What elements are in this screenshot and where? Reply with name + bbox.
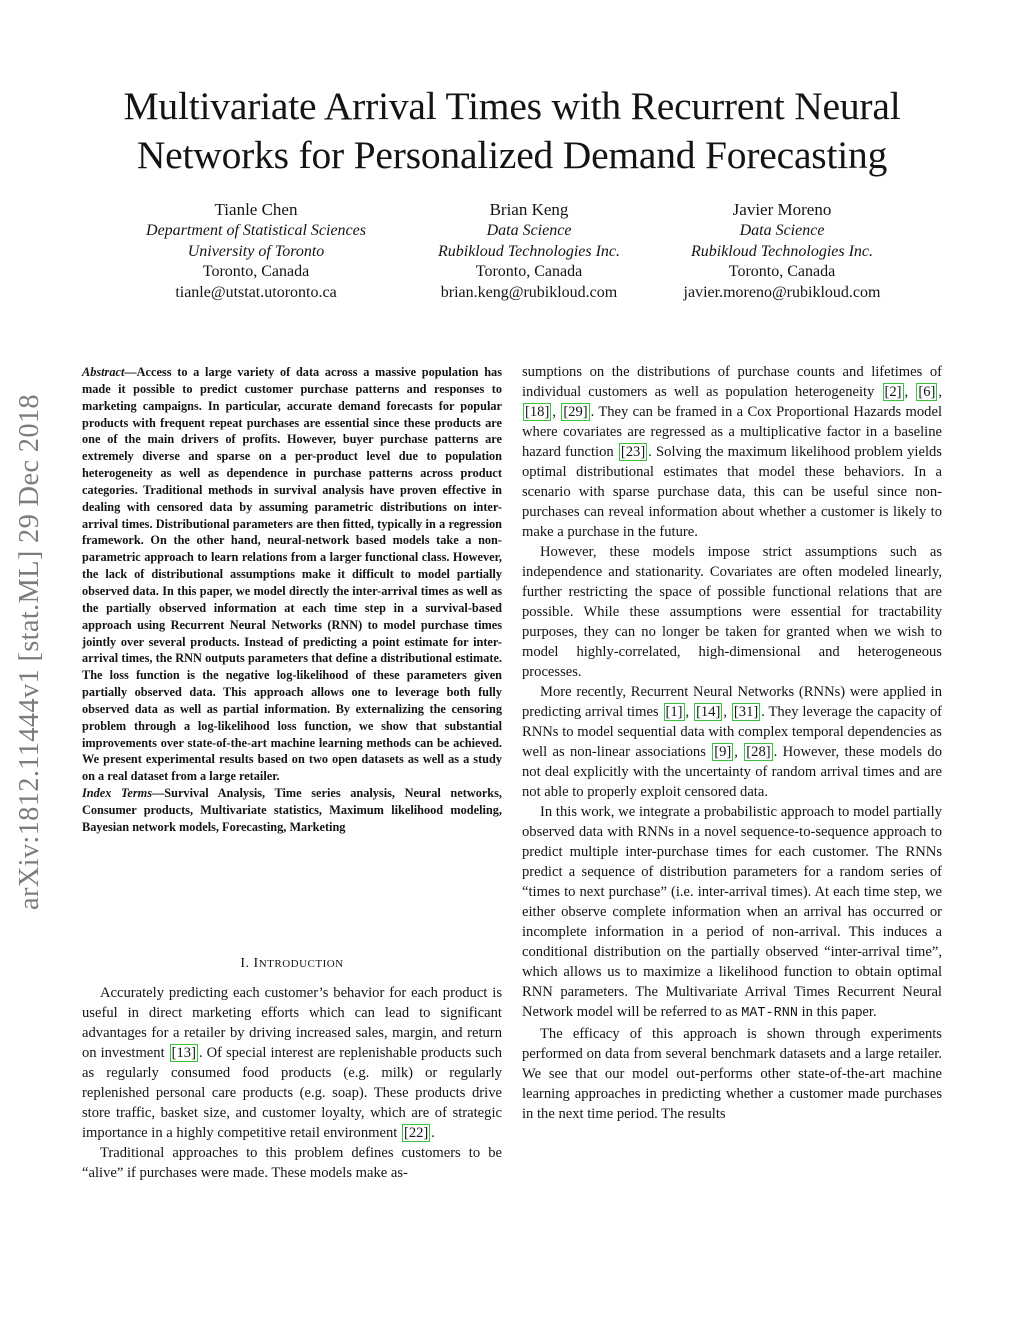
abstract-body: Access to a large variety of data across a massive population has made it possible to predict customer purchase patterns and responses to marketing campaigns. In particular, accurate demand forecasts for popular products with frequent repeat purchases are essential since these products are one of the main drivers of profits. However, buyer purchase patterns are extremely diverse and sparse on a per-product level due to population heterogeneity as well as dependence in purchase patterns across product categories. Traditional methods in survival analysis have proven effective in dealing with censored data by assuming parametric distributions on inter-arrival times. Distributional parameters are then fitted, typically in a regression framework. On the other hand, neural-network based models take a non-parametric approach to learn relations from a larger functional class. However, the lack of distributional assumptions make it difficult to model partially observed data. In this paper, we model directly the inter-arrival times as well as the partially observed information at each time step in a survival-based approach using Recurrent Neural Networks (RNN) to model purchase times jointly over several products. Instead of predicting a point estimate for inter-arrival times, the RNN outputs parameters that define a distributional estimate. The loss function is the negative log-likelihood of these parameters given partially observed data. This approach allows one to leverage both fully observed data as well as partial information. By externalizing the censoring problem through a log-likelihood loss function, we show that substantial improvements over state-of-the-art machine learning methods can be achieved. We present experimental results based on two open datasets as well as a study on a real dataset from a large retailer.: [82, 365, 502, 784]
arxiv-identifier: arXiv:1812.11444v1 [stat.ML] 29 Dec 2018: [14, 394, 45, 910]
author-block: [389, 200, 669, 304]
author-organization: Rubikloud Technologies Inc.: [690, 242, 874, 260]
author-email: brian.keng@rubikloud.com: [440, 284, 618, 302]
abstract-label: Abstract: [82, 365, 125, 379]
author-name: Tianle Chen: [214, 200, 298, 219]
paragraph: Traditional approaches to this problem defines customers to be “alive” if purchases were made. These models make as-: [82, 1145, 502, 1181]
paper-title: Multivariate Arrival Times with Recurrent Neural Networks for Personalized Demand Forecasting: [123, 84, 901, 177]
citation-link[interactable]: [23]: [620, 444, 646, 460]
citation-link[interactable]: [22]: [403, 1125, 429, 1141]
author-department: Data Science: [486, 221, 572, 239]
author-email: tianle@utstat.utoronto.ca: [175, 284, 337, 302]
model-name: MAT-RNN: [741, 1006, 798, 1021]
citation-link[interactable]: [1]: [665, 704, 683, 720]
author-organization: University of Toronto: [187, 242, 325, 260]
citation-link[interactable]: [18]: [525, 404, 550, 420]
author-block: [116, 200, 396, 304]
author-location: Toronto, Canada: [202, 263, 310, 281]
author-location: Toronto, Canada: [475, 263, 583, 281]
paragraph: Accurately predicting each customer’s behavior for each product is useful in direct marketing efforts which can lead to significant advantages for a retailer by driving increased sales, margin, and return on investment [13] . Of special interest are replenishable products such as regularly consumed food products (e.g. milk) or regularly replenished personal care products (e.g. soap). These products drive store traffic, basket size, and customer loyalty, which are of strategic importance in a highly competitive retail environment [22] .: [82, 985, 502, 1141]
citation-link[interactable]: [14]: [696, 704, 721, 720]
author-email: javier.moreno@rubikloud.com: [683, 284, 881, 302]
author-name: Brian Keng: [489, 200, 569, 219]
abstract: Abstract—Access to a large variety of data across a massive population has made it possible to predict customer purchase patterns and responses to marketing campaigns. In particular, accurate demand forecasts for popular products with frequent repeat purchases are essential since these products are one of the main drivers of profits. However, buyer purchase patterns are extremely diverse and sparse on a per-product level due to population heterogeneity as well as dependence in purchase patterns across product categories. Traditional methods in survival analysis have proven effective in dealing with censored data by assuming parametric distributions on inter-arrival times. Distributional parameters are then fitted, typically in a regression framework. On the other hand, neural-network based models take a non-parametric approach to learn relations from a larger functional class. However, the lack of distributional assumptions make it difficult to model partially observed data. In this paper, we model directly the inter-arrival times as well as the partially observed information at each time step in a survival-based approach using Recurrent Neural Networks (RNN) to model purchase times jointly over several products. Instead of predicting a point estimate for inter-arrival times, the RNN outputs parameters that define a distributional estimate. The loss function is the negative log-likelihood of these parameters given partially observed data. This approach allows one to leverage both fully observed data as well as partial information. By externalizing the censoring problem through a log-likelihood loss function, we show that substantial improvements over state-of-the-art machine learning methods can be achieved. We present experimental results based on two open datasets as well as a study on a real dataset from a large retailer. Index Terms—Survival Analysis, Time series analysis, Neural networks, Consumer products, Multivariate statistics, Maximum likelihood modeling, Bayesian network models, Forecasting, Marketing: [82, 365, 503, 834]
paragraph: In this work, we integrate a probabilistic approach to model partially observed data with RNNs in a novel sequence-to-sequence approach to predict multiple inter-purchase times for each customer. The RNNs predict a sequence of distribution parameters for a random series of “times to next purchase” (i.e. inter-arrival times). At each time step, we either observe complete information when an arrival has occurred or incomplete information in a period of non-arrival. This induces a conditional distribution on the partially observed “inter-arrival time”, which allows us to maximize a likelihood function to obtain optimal RNN parameters. The Multivariate Arrival Times Recurrent Neural Network model will be referred to as MAT-RNN in this paper.: [522, 804, 942, 1021]
author-name: Javier Moreno: [732, 200, 832, 219]
paragraph: However, these models impose strict assumptions such as independence and stationarity. Covariates are often modeled linearly, further restricting the space of possible functional relations that are possible. While these assumptions were essential for tractability purposes, they can no longer be taken for granted when we wish to model highly-correlated, high-dimensional and heterogeneous processes.: [522, 544, 942, 680]
intro-right-column: [522, 362, 942, 1124]
section-heading: I. INTRODUCTION: [240, 956, 344, 971]
citation-link[interactable]: [31]: [733, 704, 759, 720]
paragraph: The efficacy of this approach is shown through experiments performed on data from several benchmark datasets and a large retailer. We see that our model out-performs other state-of-the-art machine learning approaches in predicting whether a customer made purchases in the next time period. The results: [522, 1026, 942, 1122]
author-block: [638, 200, 926, 304]
citation-link[interactable]: [28]: [746, 744, 771, 760]
arxiv-sidebar: [2, 342, 58, 962]
index-terms-label: Index Terms: [82, 786, 152, 801]
paragraph: More recently, Recurrent Neural Networks (RNNs) were applied in predicting arrival times [1] , [14] , [31] . They leverage the capacity of RNNs to model sequential data with complex temporal dependencies as well as non-linear associations [9] , [28] . However, these models do not deal explicitly with the uncertainty of random arrival times and are not able to properly exploit censored data.: [522, 684, 943, 800]
index-terms: Survival Analysis, Time series analysis, Neural networks, Consumer products, Multivariate statistics, Maximum likelihood modeling, Bayesian network models, Forecasting, Marketing: [82, 786, 503, 834]
paragraph: sumptions on the distributions of purchase counts and lifetimes of individual customers as well as population heterogeneity [2] , [6] , [18] , [29] . They can be framed in a Cox Proportional Hazards model where covariates are regressed as a multiplicative factor in a baseline hazard function [23] . Solving the maximum likelihood problem yields optimal distributional estimates that model these behaviors. In a scenario with sparse purchase data, this can be useful since non-purchases can reveal information about whether a customer is likely to make a purchase in the future.: [522, 364, 943, 540]
citation-link[interactable]: [9]: [714, 744, 732, 760]
author-department: Data Science: [739, 221, 825, 239]
citation-link[interactable]: [6]: [918, 384, 936, 400]
author-organization: Rubikloud Technologies Inc.: [437, 242, 621, 260]
citation-link[interactable]: [2]: [884, 384, 902, 400]
intro-left-column: [82, 983, 502, 1183]
citation-link[interactable]: [29]: [563, 404, 588, 420]
author-department: Department of Statistical Sciences: [146, 221, 366, 239]
citation-link[interactable]: [13]: [171, 1045, 196, 1061]
author-location: Toronto, Canada: [728, 263, 836, 281]
